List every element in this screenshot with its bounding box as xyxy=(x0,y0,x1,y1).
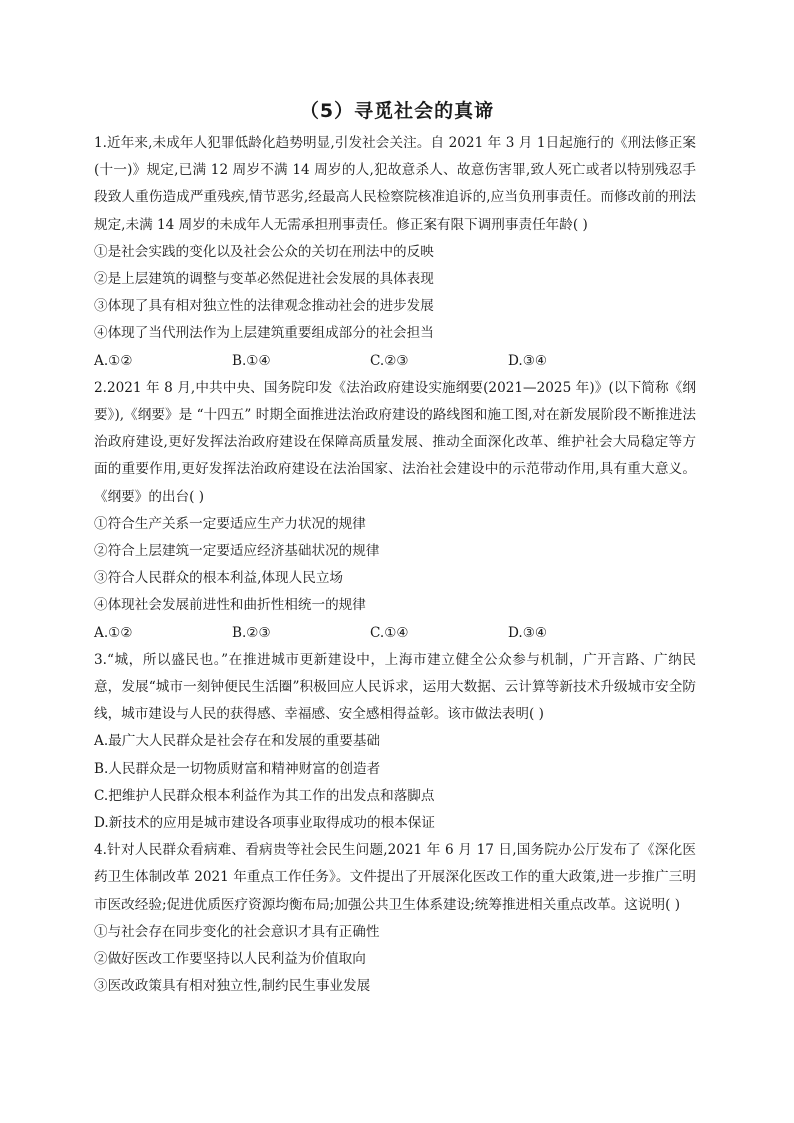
option-a: A.①② xyxy=(94,352,133,369)
option-b: B.②③ xyxy=(232,624,271,641)
question-stem: 3.“城，所以盛民也。”在推进城市更新建设中，上海市建立健全公众参与机制，广开言路、广纳民意，发展“城市一刻钟便民生活圈”积极回应人民诉求，运用大数据、云计算等新技术升级城市安全防线，城市建设与人民的获得感、幸福感、安全感相得益彰。该市做法表明( ) xyxy=(94,651,696,723)
statement: ④体现了当代刑法作为上层建筑重要组成部分的社会担当 xyxy=(94,325,434,342)
statement: ③符合人民群众的根本利益,体现人民立场 xyxy=(94,570,344,587)
statement: ②做好医改工作要坚持以人民利益为价值取向 xyxy=(94,951,366,968)
statement: ①符合生产关系一定要适应生产力状况的规律 xyxy=(94,515,366,532)
question-3 xyxy=(94,647,696,837)
statement: ③体现了具有相对独立性的法律观念推动社会的进步发展 xyxy=(94,298,434,315)
statement: ②是上层建筑的调整与变革必然促进社会发展的具体表现 xyxy=(94,271,434,288)
option-c: C.②③ xyxy=(370,352,409,369)
option-d: D.③④ xyxy=(508,352,548,369)
option-b: B.①④ xyxy=(232,352,271,369)
answer-options xyxy=(94,620,696,647)
question-list xyxy=(94,130,696,1001)
option-c: C.①④ xyxy=(370,624,409,641)
question-stem: 2.2021 年 8 月,中共中央、国务院印发《法治政府建设实施纲要(2021—2025 年)》(以下简称《纲要》),《纲要》是 “十四五” 时期全面推进法治政府建设的路线图和施工图,对在新发展阶段不断推进法治政府建设,更好发挥法治政府建设在保障高质量发展、推动全面深化改革、维护社会大局稳定等方面的重要作用,更好发挥法治政府建设在法治国家、法治社会建设中的示范带动作用,具有重大意义。《纲要》的出台( ) xyxy=(94,379,696,505)
question-2 xyxy=(94,375,696,647)
statement: ③医改政策具有相对独立性,制约民生事业发展 xyxy=(94,978,371,995)
question-stem: 4.针对人民群众看病难、看病贵等社会民生问题,2021 年 6 月 17 日,国务院办公厅发布了《深化医药卫生体制改革 2021 年重点工作任务》。文件提出了开展深化医改工作的重大政策,进一步推广三明市医改经验;促进优质医疗资源均衡布局;加强公共卫生体系建设;统筹推进相关重点改革。这说明( ) xyxy=(94,842,696,913)
statement: ①是社会实践的变化以及社会公众的关切在刑法中的反映 xyxy=(94,243,434,260)
choice-b: B.人民群众是一切物质财富和精神财富的创造者 xyxy=(94,760,381,777)
question-stem: 1.近年来,未成年人犯罪低龄化趋势明显,引发社会关注。自 2021 年 3 月 1日起施行的《刑法修正案(十一)》规定,已满 12 周岁不满 14 周岁的人,犯故意杀人、故意伤害罪,致人死亡或者以特别残忍手段致人重伤造成严重残疾,情节恶劣,经最高人民检察院核准追诉的,应当负刑事责任。而修改前的刑法规定,未满 14 周岁的未成年人无需承担刑事责任。修正案有限下调刑事责任年龄( ) xyxy=(94,135,696,233)
question-4 xyxy=(94,837,696,1000)
statement: ①与社会存在同步变化的社会意识才具有正确性 xyxy=(94,923,380,940)
choice-c: C.把维护人民群众根本利益作为其工作的出发点和落脚点 xyxy=(94,787,435,804)
option-d: D.③④ xyxy=(508,624,548,641)
statement: ④体现社会发展前进性和曲折性相统一的规律 xyxy=(94,597,366,614)
option-a: A.①② xyxy=(94,624,133,641)
choice-d: D.新技术的应用是城市建设各项事业取得成功的根本保证 xyxy=(94,815,435,832)
answer-options xyxy=(94,348,696,375)
question-1 xyxy=(94,130,696,375)
choice-a: A.最广大人民群众是社会存在和发展的重要基础 xyxy=(94,733,381,750)
statement: ②符合上层建筑一定要适应经济基础状况的规律 xyxy=(94,543,380,560)
page-title: （5）寻觅社会的真谛 xyxy=(299,100,495,122)
